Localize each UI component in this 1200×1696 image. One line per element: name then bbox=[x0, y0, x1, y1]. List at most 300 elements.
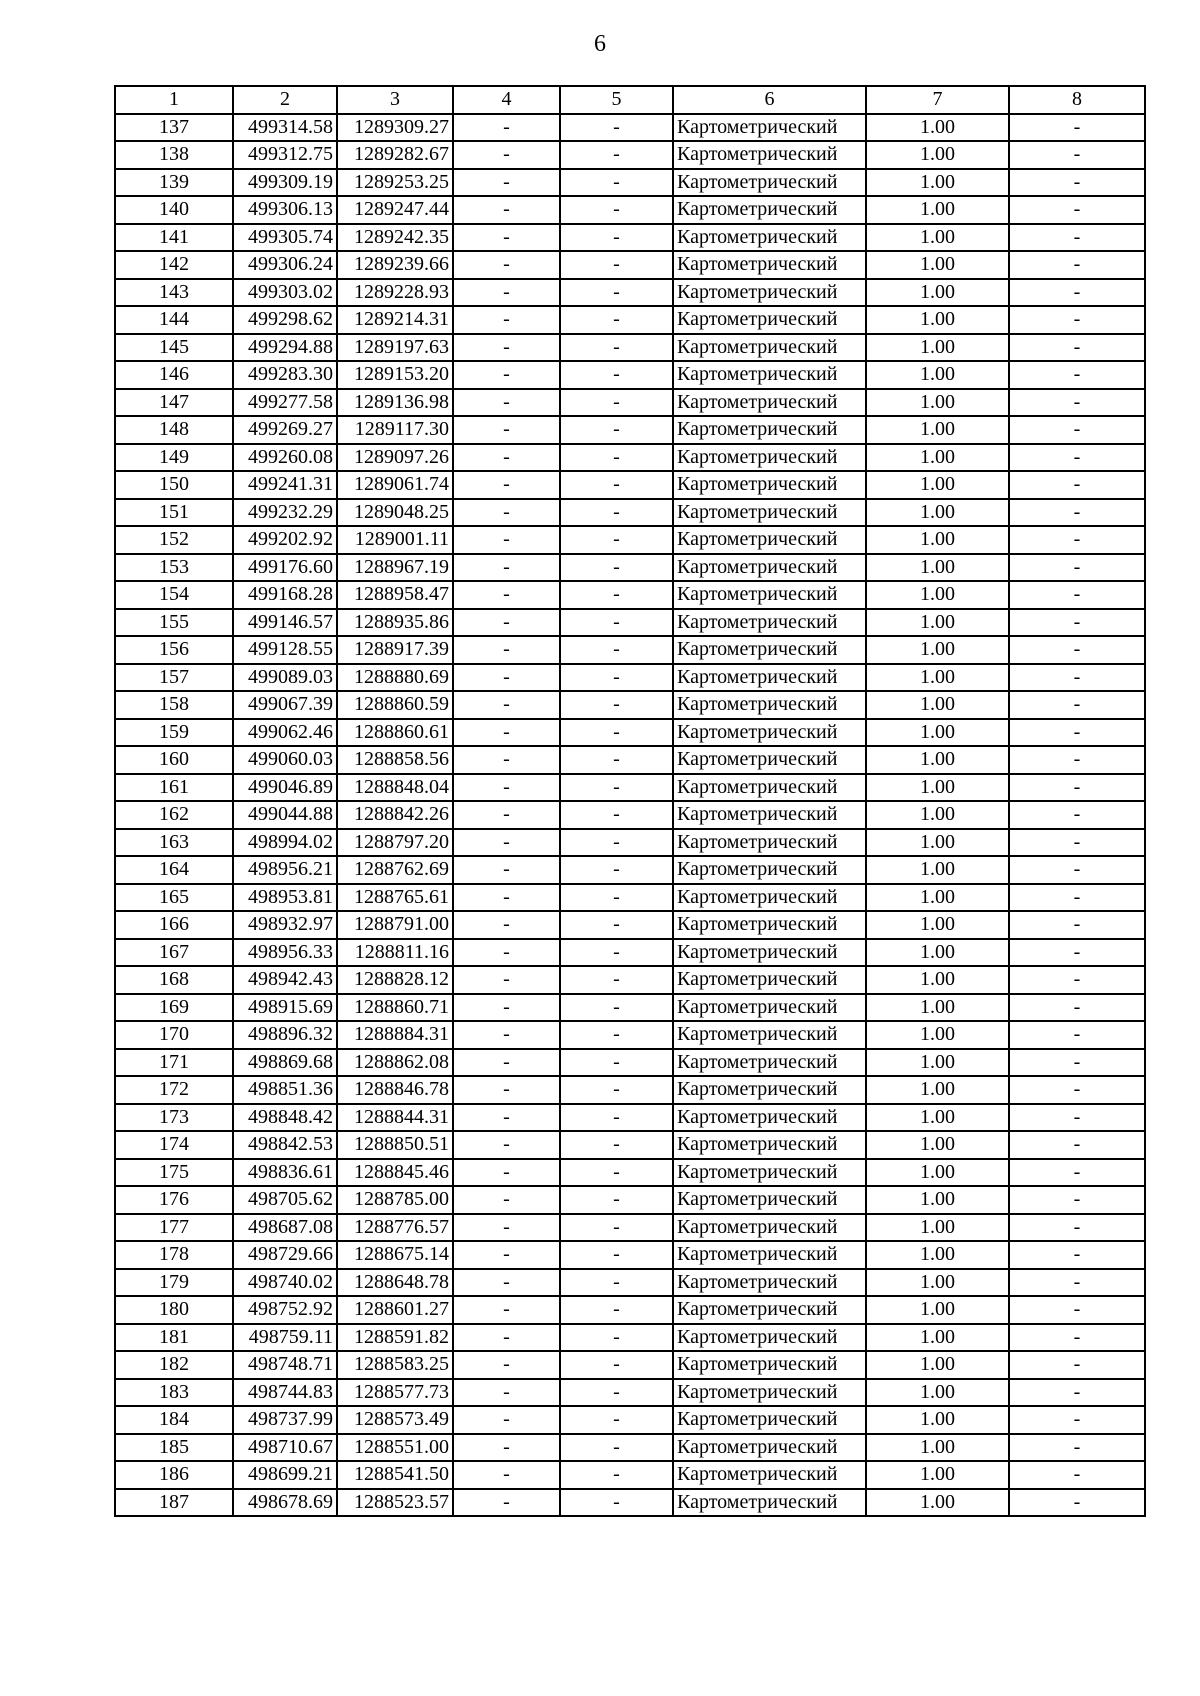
table-cell-col-3: 1288848.04 bbox=[337, 774, 453, 802]
table-cell-col-3: 1289228.93 bbox=[337, 279, 453, 307]
table-cell-col-6: Картометрический bbox=[673, 1324, 866, 1352]
table-row bbox=[115, 389, 1145, 417]
table-cell-col-6: Картометрический bbox=[673, 939, 866, 967]
table-cell-col-7: 1.00 bbox=[866, 471, 1009, 499]
table-cell-col-7: 1.00 bbox=[866, 306, 1009, 334]
table-cell-col-7: 1.00 bbox=[866, 691, 1009, 719]
table-cell-col-8: - bbox=[1009, 1324, 1145, 1352]
table-cell-col-6: Картометрический bbox=[673, 334, 866, 362]
table-cell-col-2: 499314.58 bbox=[233, 114, 337, 142]
table-cell-col-2: 498748.71 bbox=[233, 1351, 337, 1379]
table-cell-col-6: Картометрический bbox=[673, 636, 866, 664]
table-cell-col-8: - bbox=[1009, 636, 1145, 664]
table-cell-col-6: Картометрический bbox=[673, 829, 866, 857]
table-row bbox=[115, 1296, 1145, 1324]
table-cell-col-3: 1288858.56 bbox=[337, 746, 453, 774]
table-cell-col-8: - bbox=[1009, 1214, 1145, 1242]
table-cell-col-3: 1289239.66 bbox=[337, 251, 453, 279]
table-cell-col-2: 499294.88 bbox=[233, 334, 337, 362]
table-cell-col-5: - bbox=[560, 114, 673, 142]
table-cell-col-1: 176 bbox=[115, 1186, 233, 1214]
table-cell-col-1: 145 bbox=[115, 334, 233, 362]
table-cell-col-3: 1288797.20 bbox=[337, 829, 453, 857]
table-cell-col-6: Картометрический bbox=[673, 141, 866, 169]
table-cell-col-5: - bbox=[560, 224, 673, 252]
column-header-1: 1 bbox=[115, 86, 233, 114]
table-cell-col-1: 140 bbox=[115, 196, 233, 224]
table-cell-col-4: - bbox=[453, 856, 560, 884]
table-cell-col-8: - bbox=[1009, 251, 1145, 279]
table-cell-col-4: - bbox=[453, 829, 560, 857]
table-cell-col-5: - bbox=[560, 141, 673, 169]
table-cell-col-4: - bbox=[453, 1131, 560, 1159]
table-cell-col-1: 177 bbox=[115, 1214, 233, 1242]
table-cell-col-6: Картометрический bbox=[673, 1406, 866, 1434]
table-cell-col-4: - bbox=[453, 444, 560, 472]
table-cell-col-1: 147 bbox=[115, 389, 233, 417]
table-cell-col-4: - bbox=[453, 279, 560, 307]
table-cell-col-6: Картометрический bbox=[673, 279, 866, 307]
table-cell-col-4: - bbox=[453, 526, 560, 554]
table-cell-col-4: - bbox=[453, 1296, 560, 1324]
table-cell-col-6: Картометрический bbox=[673, 114, 866, 142]
table-cell-col-3: 1288762.69 bbox=[337, 856, 453, 884]
table-cell-col-5: - bbox=[560, 1049, 673, 1077]
table-cell-col-5: - bbox=[560, 526, 673, 554]
table-cell-col-1: 173 bbox=[115, 1104, 233, 1132]
table-cell-col-4: - bbox=[453, 361, 560, 389]
table-cell-col-5: - bbox=[560, 306, 673, 334]
table-cell-col-2: 499128.55 bbox=[233, 636, 337, 664]
table-cell-col-7: 1.00 bbox=[866, 829, 1009, 857]
table-cell-col-5: - bbox=[560, 664, 673, 692]
table-cell-col-2: 498956.21 bbox=[233, 856, 337, 884]
table-cell-col-3: 1288785.00 bbox=[337, 1186, 453, 1214]
table-cell-col-1: 160 bbox=[115, 746, 233, 774]
table-row bbox=[115, 1241, 1145, 1269]
table-cell-col-8: - bbox=[1009, 196, 1145, 224]
table-cell-col-4: - bbox=[453, 1461, 560, 1489]
table-cell-col-5: - bbox=[560, 1076, 673, 1104]
table-cell-col-3: 1288860.61 bbox=[337, 719, 453, 747]
table-cell-col-2: 498842.53 bbox=[233, 1131, 337, 1159]
table-cell-col-4: - bbox=[453, 1186, 560, 1214]
table-cell-col-5: - bbox=[560, 1296, 673, 1324]
table-cell-col-4: - bbox=[453, 1269, 560, 1297]
table-cell-col-8: - bbox=[1009, 691, 1145, 719]
table-cell-col-2: 499305.74 bbox=[233, 224, 337, 252]
table-cell-col-5: - bbox=[560, 966, 673, 994]
table-cell-col-6: Картометрический bbox=[673, 856, 866, 884]
table-cell-col-1: 150 bbox=[115, 471, 233, 499]
table-cell-col-2: 498744.83 bbox=[233, 1379, 337, 1407]
table-cell-col-5: - bbox=[560, 801, 673, 829]
table-cell-col-5: - bbox=[560, 334, 673, 362]
table-cell-col-4: - bbox=[453, 1159, 560, 1187]
table-row bbox=[115, 1351, 1145, 1379]
table-cell-col-2: 499309.19 bbox=[233, 169, 337, 197]
table-cell-col-4: - bbox=[453, 609, 560, 637]
table-cell-col-5: - bbox=[560, 581, 673, 609]
table-row bbox=[115, 1104, 1145, 1132]
table-cell-col-8: - bbox=[1009, 1076, 1145, 1104]
table-cell-col-6: Картометрический bbox=[673, 609, 866, 637]
table-row bbox=[115, 1324, 1145, 1352]
table-cell-col-6: Картометрический bbox=[673, 1434, 866, 1462]
table-cell-col-3: 1288850.51 bbox=[337, 1131, 453, 1159]
table-cell-col-4: - bbox=[453, 691, 560, 719]
table-row bbox=[115, 416, 1145, 444]
table-cell-col-3: 1289136.98 bbox=[337, 389, 453, 417]
table-row bbox=[115, 1076, 1145, 1104]
table-cell-col-3: 1289061.74 bbox=[337, 471, 453, 499]
table-cell-col-8: - bbox=[1009, 169, 1145, 197]
table-cell-col-8: - bbox=[1009, 334, 1145, 362]
table-cell-col-8: - bbox=[1009, 829, 1145, 857]
table-cell-col-4: - bbox=[453, 1021, 560, 1049]
table-cell-col-7: 1.00 bbox=[866, 1379, 1009, 1407]
table-cell-col-8: - bbox=[1009, 416, 1145, 444]
table-cell-col-5: - bbox=[560, 1489, 673, 1517]
table-cell-col-8: - bbox=[1009, 1049, 1145, 1077]
table-cell-col-1: 179 bbox=[115, 1269, 233, 1297]
page-number: 6 bbox=[594, 31, 606, 57]
table-cell-col-5: - bbox=[560, 1186, 673, 1214]
table-cell-col-1: 186 bbox=[115, 1461, 233, 1489]
table-cell-col-8: - bbox=[1009, 1434, 1145, 1462]
table-cell-col-5: - bbox=[560, 444, 673, 472]
table-cell-col-1: 167 bbox=[115, 939, 233, 967]
table-cell-col-6: Картометрический bbox=[673, 1186, 866, 1214]
table-cell-col-1: 152 bbox=[115, 526, 233, 554]
table-cell-col-4: - bbox=[453, 1379, 560, 1407]
table-cell-col-8: - bbox=[1009, 966, 1145, 994]
table-cell-col-8: - bbox=[1009, 1021, 1145, 1049]
table-cell-col-5: - bbox=[560, 196, 673, 224]
table-cell-col-2: 499283.30 bbox=[233, 361, 337, 389]
table-cell-col-4: - bbox=[453, 416, 560, 444]
table-cell-col-1: 154 bbox=[115, 581, 233, 609]
table-cell-col-4: - bbox=[453, 1351, 560, 1379]
table-cell-col-1: 184 bbox=[115, 1406, 233, 1434]
table-cell-col-4: - bbox=[453, 636, 560, 664]
table-cell-col-5: - bbox=[560, 471, 673, 499]
table-cell-col-3: 1288791.00 bbox=[337, 911, 453, 939]
table-cell-col-1: 183 bbox=[115, 1379, 233, 1407]
table-cell-col-1: 161 bbox=[115, 774, 233, 802]
table-cell-col-5: - bbox=[560, 994, 673, 1022]
table-cell-col-1: 157 bbox=[115, 664, 233, 692]
table-cell-col-3: 1288591.82 bbox=[337, 1324, 453, 1352]
table-cell-col-2: 498752.92 bbox=[233, 1296, 337, 1324]
table-cell-col-3: 1288811.16 bbox=[337, 939, 453, 967]
table-cell-col-6: Картометрический bbox=[673, 1131, 866, 1159]
table-cell-col-3: 1289153.20 bbox=[337, 361, 453, 389]
table-cell-col-2: 499067.39 bbox=[233, 691, 337, 719]
table-row bbox=[115, 471, 1145, 499]
table-cell-col-6: Картометрический bbox=[673, 306, 866, 334]
table-cell-col-1: 166 bbox=[115, 911, 233, 939]
table-cell-col-1: 156 bbox=[115, 636, 233, 664]
table-cell-col-1: 148 bbox=[115, 416, 233, 444]
table-cell-col-6: Картометрический bbox=[673, 691, 866, 719]
table-cell-col-6: Картометрический bbox=[673, 1296, 866, 1324]
table-cell-col-7: 1.00 bbox=[866, 911, 1009, 939]
table-cell-col-1: 151 bbox=[115, 499, 233, 527]
table-cell-col-4: - bbox=[453, 884, 560, 912]
table-cell-col-2: 499298.62 bbox=[233, 306, 337, 334]
table-cell-col-4: - bbox=[453, 1241, 560, 1269]
table-cell-col-6: Картометрический bbox=[673, 1021, 866, 1049]
table-cell-col-7: 1.00 bbox=[866, 416, 1009, 444]
table-row bbox=[115, 334, 1145, 362]
table-cell-col-1: 185 bbox=[115, 1434, 233, 1462]
table-row bbox=[115, 691, 1145, 719]
table-cell-col-7: 1.00 bbox=[866, 994, 1009, 1022]
table-cell-col-8: - bbox=[1009, 224, 1145, 252]
table-cell-col-6: Картометрический bbox=[673, 1049, 866, 1077]
table-cell-col-2: 499176.60 bbox=[233, 554, 337, 582]
table-row bbox=[115, 1489, 1145, 1517]
table-cell-col-2: 498729.66 bbox=[233, 1241, 337, 1269]
table-cell-col-2: 498953.81 bbox=[233, 884, 337, 912]
table-row bbox=[115, 141, 1145, 169]
table-cell-col-8: - bbox=[1009, 1489, 1145, 1517]
table-row bbox=[115, 664, 1145, 692]
table-cell-col-4: - bbox=[453, 939, 560, 967]
table-cell-col-1: 174 bbox=[115, 1131, 233, 1159]
table-cell-col-7: 1.00 bbox=[866, 334, 1009, 362]
table-cell-col-1: 171 bbox=[115, 1049, 233, 1077]
table-cell-col-2: 498710.67 bbox=[233, 1434, 337, 1462]
table-cell-col-2: 499044.88 bbox=[233, 801, 337, 829]
table-cell-col-7: 1.00 bbox=[866, 114, 1009, 142]
table-cell-col-3: 1288845.46 bbox=[337, 1159, 453, 1187]
table-row bbox=[115, 829, 1145, 857]
table-row bbox=[115, 251, 1145, 279]
table-cell-col-6: Картометрический bbox=[673, 664, 866, 692]
table-cell-col-3: 1288967.19 bbox=[337, 554, 453, 582]
table-cell-col-8: - bbox=[1009, 581, 1145, 609]
table-cell-col-2: 498759.11 bbox=[233, 1324, 337, 1352]
table-cell-col-4: - bbox=[453, 1076, 560, 1104]
table-cell-col-1: 162 bbox=[115, 801, 233, 829]
table-cell-col-3: 1288541.50 bbox=[337, 1461, 453, 1489]
table-row bbox=[115, 966, 1145, 994]
table-row bbox=[115, 856, 1145, 884]
table-cell-col-7: 1.00 bbox=[866, 636, 1009, 664]
table-cell-col-6: Картометрический bbox=[673, 1379, 866, 1407]
table-cell-col-6: Картометрический bbox=[673, 1489, 866, 1517]
table-row bbox=[115, 554, 1145, 582]
table-cell-col-1: 169 bbox=[115, 994, 233, 1022]
table-cell-col-7: 1.00 bbox=[866, 554, 1009, 582]
table-row bbox=[115, 279, 1145, 307]
table-row bbox=[115, 801, 1145, 829]
table-cell-col-6: Картометрический bbox=[673, 994, 866, 1022]
table-cell-col-5: - bbox=[560, 1434, 673, 1462]
table-cell-col-2: 499241.31 bbox=[233, 471, 337, 499]
table-cell-col-3: 1288846.78 bbox=[337, 1076, 453, 1104]
table-cell-col-8: - bbox=[1009, 1296, 1145, 1324]
table-cell-col-4: - bbox=[453, 499, 560, 527]
table-cell-col-5: - bbox=[560, 1241, 673, 1269]
table-cell-col-3: 1288675.14 bbox=[337, 1241, 453, 1269]
table-row bbox=[115, 994, 1145, 1022]
table-cell-col-2: 499146.57 bbox=[233, 609, 337, 637]
table-row bbox=[115, 1269, 1145, 1297]
table-cell-col-8: - bbox=[1009, 719, 1145, 747]
table-cell-col-2: 499062.46 bbox=[233, 719, 337, 747]
table-cell-col-7: 1.00 bbox=[866, 609, 1009, 637]
table-cell-col-3: 1288828.12 bbox=[337, 966, 453, 994]
table-cell-col-2: 499232.29 bbox=[233, 499, 337, 527]
table-cell-col-7: 1.00 bbox=[866, 361, 1009, 389]
column-header-8: 8 bbox=[1009, 86, 1145, 114]
table-cell-col-5: - bbox=[560, 416, 673, 444]
table-cell-col-1: 143 bbox=[115, 279, 233, 307]
table-cell-col-4: - bbox=[453, 224, 560, 252]
table-row bbox=[115, 636, 1145, 664]
table-cell-col-7: 1.00 bbox=[866, 1434, 1009, 1462]
table-cell-col-6: Картометрический bbox=[673, 746, 866, 774]
table-cell-col-3: 1289253.25 bbox=[337, 169, 453, 197]
table-cell-col-2: 498896.32 bbox=[233, 1021, 337, 1049]
table-cell-col-8: - bbox=[1009, 994, 1145, 1022]
table-cell-col-5: - bbox=[560, 884, 673, 912]
table-row bbox=[115, 1379, 1145, 1407]
table-cell-col-2: 499269.27 bbox=[233, 416, 337, 444]
table-row bbox=[115, 1214, 1145, 1242]
table-cell-col-6: Картометрический bbox=[673, 1241, 866, 1269]
table-cell-col-2: 499306.24 bbox=[233, 251, 337, 279]
table-cell-col-8: - bbox=[1009, 1406, 1145, 1434]
table-cell-col-4: - bbox=[453, 196, 560, 224]
table-cell-col-2: 498699.21 bbox=[233, 1461, 337, 1489]
table-cell-col-5: - bbox=[560, 554, 673, 582]
table-cell-col-3: 1289247.44 bbox=[337, 196, 453, 224]
table-cell-col-6: Картометрический bbox=[673, 196, 866, 224]
table-cell-col-4: - bbox=[453, 1324, 560, 1352]
table-cell-col-3: 1288551.00 bbox=[337, 1434, 453, 1462]
table-cell-col-3: 1289048.25 bbox=[337, 499, 453, 527]
table-cell-col-1: 139 bbox=[115, 169, 233, 197]
table-cell-col-1: 172 bbox=[115, 1076, 233, 1104]
table-cell-col-3: 1289282.67 bbox=[337, 141, 453, 169]
table-row bbox=[115, 911, 1145, 939]
table-cell-col-2: 498740.02 bbox=[233, 1269, 337, 1297]
table-cell-col-3: 1289214.31 bbox=[337, 306, 453, 334]
table-cell-col-3: 1288842.26 bbox=[337, 801, 453, 829]
table-cell-col-5: - bbox=[560, 1461, 673, 1489]
table-cell-col-2: 498915.69 bbox=[233, 994, 337, 1022]
table-cell-col-7: 1.00 bbox=[866, 196, 1009, 224]
table-cell-col-5: - bbox=[560, 499, 673, 527]
table-cell-col-6: Картометрический bbox=[673, 1076, 866, 1104]
table-cell-col-8: - bbox=[1009, 664, 1145, 692]
table-cell-col-7: 1.00 bbox=[866, 1076, 1009, 1104]
table-cell-col-1: 163 bbox=[115, 829, 233, 857]
table-cell-col-2: 499303.02 bbox=[233, 279, 337, 307]
column-header-6: 6 bbox=[673, 86, 866, 114]
table-cell-col-8: - bbox=[1009, 389, 1145, 417]
table-row bbox=[115, 609, 1145, 637]
table-cell-col-7: 1.00 bbox=[866, 279, 1009, 307]
table-row bbox=[115, 306, 1145, 334]
table-cell-col-8: - bbox=[1009, 1131, 1145, 1159]
table-cell-col-3: 1288860.59 bbox=[337, 691, 453, 719]
table-row bbox=[115, 719, 1145, 747]
table-cell-col-5: - bbox=[560, 911, 673, 939]
table-cell-col-7: 1.00 bbox=[866, 1186, 1009, 1214]
table-cell-col-2: 498932.97 bbox=[233, 911, 337, 939]
table-cell-col-4: - bbox=[453, 1489, 560, 1517]
table-cell-col-8: - bbox=[1009, 554, 1145, 582]
table-cell-col-7: 1.00 bbox=[866, 1049, 1009, 1077]
table-cell-col-2: 499089.03 bbox=[233, 664, 337, 692]
table-cell-col-7: 1.00 bbox=[866, 1324, 1009, 1352]
table-cell-col-4: - bbox=[453, 581, 560, 609]
table-cell-col-6: Картометрический bbox=[673, 361, 866, 389]
table-cell-col-3: 1288573.49 bbox=[337, 1406, 453, 1434]
table-cell-col-4: - bbox=[453, 306, 560, 334]
table-cell-col-7: 1.00 bbox=[866, 1021, 1009, 1049]
table-row bbox=[115, 1159, 1145, 1187]
table-cell-col-7: 1.00 bbox=[866, 1296, 1009, 1324]
table-cell-col-3: 1288577.73 bbox=[337, 1379, 453, 1407]
table-cell-col-3: 1288648.78 bbox=[337, 1269, 453, 1297]
table-cell-col-5: - bbox=[560, 1406, 673, 1434]
table-cell-col-7: 1.00 bbox=[866, 1241, 1009, 1269]
table-cell-col-3: 1288860.71 bbox=[337, 994, 453, 1022]
table-cell-col-4: - bbox=[453, 1214, 560, 1242]
column-header-5: 5 bbox=[560, 86, 673, 114]
table-cell-col-6: Картометрический bbox=[673, 884, 866, 912]
table-cell-col-4: - bbox=[453, 389, 560, 417]
table-cell-col-8: - bbox=[1009, 609, 1145, 637]
table-cell-col-3: 1288935.86 bbox=[337, 609, 453, 637]
table-cell-col-8: - bbox=[1009, 499, 1145, 527]
table-cell-col-6: Картометрический bbox=[673, 1461, 866, 1489]
table-cell-col-1: 187 bbox=[115, 1489, 233, 1517]
table-cell-col-1: 155 bbox=[115, 609, 233, 637]
table-cell-col-1: 137 bbox=[115, 114, 233, 142]
table-cell-col-5: - bbox=[560, 691, 673, 719]
table-cell-col-6: Картометрический bbox=[673, 169, 866, 197]
table-cell-col-7: 1.00 bbox=[866, 1159, 1009, 1187]
table-row bbox=[115, 169, 1145, 197]
table-cell-col-2: 498994.02 bbox=[233, 829, 337, 857]
table-cell-col-5: - bbox=[560, 279, 673, 307]
table-cell-col-3: 1288601.27 bbox=[337, 1296, 453, 1324]
table-cell-col-1: 146 bbox=[115, 361, 233, 389]
table-cell-col-5: - bbox=[560, 169, 673, 197]
table-cell-col-2: 498705.62 bbox=[233, 1186, 337, 1214]
table-cell-col-7: 1.00 bbox=[866, 444, 1009, 472]
table-cell-col-4: - bbox=[453, 746, 560, 774]
table-cell-col-1: 170 bbox=[115, 1021, 233, 1049]
table-cell-col-1: 138 bbox=[115, 141, 233, 169]
table-cell-col-8: - bbox=[1009, 526, 1145, 554]
table-row bbox=[115, 1131, 1145, 1159]
table-cell-col-4: - bbox=[453, 251, 560, 279]
table-cell-col-1: 141 bbox=[115, 224, 233, 252]
table-cell-col-7: 1.00 bbox=[866, 664, 1009, 692]
table-cell-col-6: Картометрический bbox=[673, 499, 866, 527]
table-cell-col-6: Картометрический bbox=[673, 1214, 866, 1242]
table-cell-col-6: Картометрический bbox=[673, 251, 866, 279]
table-cell-col-1: 180 bbox=[115, 1296, 233, 1324]
